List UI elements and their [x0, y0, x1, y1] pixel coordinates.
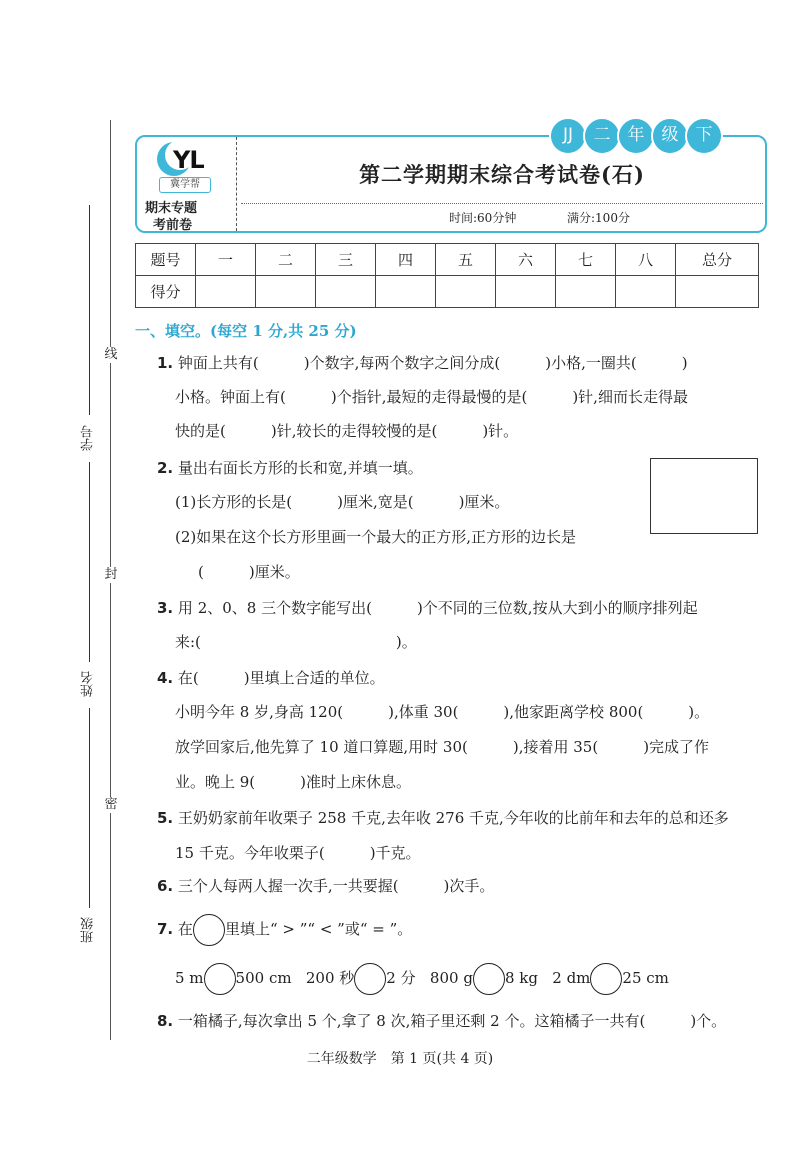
question-number: 5. — [157, 809, 174, 827]
measure-rectangle — [650, 458, 758, 534]
question-5-line-2: 15 千克。今年收栗子( )千克。 — [175, 844, 421, 862]
compare-item: 5 m — [175, 969, 204, 987]
question-text: 里填上“ > ”“ < ”或“ = ”。 — [224, 920, 413, 938]
compare-item: 25 cm — [622, 969, 669, 987]
question-text: 钟面上共有( )个数字,每两个数字之间分成( )小格,一圈共( ) — [177, 354, 688, 372]
question-3-line-2: 来:( )。 — [175, 633, 417, 651]
question-number: 2. — [157, 459, 174, 477]
logo-line1: 期末专题 — [145, 201, 198, 216]
page-footer: 二年级数学 第 1 页(共 4 页) — [306, 1051, 494, 1067]
logo-text: YL — [173, 146, 204, 174]
exam-time: 时间:60分钟 — [449, 211, 517, 225]
table-cell: 得分 — [136, 276, 196, 308]
table-cell: 题号 — [136, 244, 196, 276]
binding-char-feng: 封 — [104, 567, 118, 582]
question-2-line-3: (2)如果在这个长方形里画一个最大的正方形,正方形的边长是 — [175, 528, 577, 546]
question-7-compare-row — [175, 961, 669, 995]
name-rule — [89, 462, 90, 662]
score-input-cell[interactable] — [496, 276, 556, 308]
question-4-line-1 — [157, 668, 385, 688]
grade-badge: 级 — [651, 117, 689, 155]
logo — [137, 137, 237, 231]
question-4-line-3: 放学回家后,他先算了 10 道口算题,用时 30( ),接着用 35( )完成了作 — [175, 738, 710, 756]
score-table-header-row — [136, 244, 759, 276]
compare-item: 800 g — [429, 969, 473, 987]
section-title: 一、填空。(每空 1 分,共 25 分) — [135, 322, 357, 340]
binding-char-xian: 线 — [104, 347, 118, 362]
score-input-cell[interactable] — [436, 276, 496, 308]
score-input-cell[interactable] — [616, 276, 676, 308]
question-number: 8. — [157, 1012, 174, 1030]
table-cell: 七 — [556, 244, 616, 276]
compare-item: 200 秒 — [305, 969, 355, 987]
question-1-line-1 — [157, 353, 688, 373]
grade-badge: 年 — [617, 117, 655, 155]
exam-title: 第二学期期末综合考试卷(石) — [359, 162, 645, 187]
question-text: 三个人每两人握一次手,一共要握( )次手。 — [177, 877, 495, 895]
compare-item: 500 cm — [235, 969, 292, 987]
score-input-cell[interactable] — [196, 276, 256, 308]
student-no-rule — [89, 205, 90, 415]
compare-item: 2 分 — [386, 969, 416, 987]
student-no-label: 学号 — [80, 418, 98, 458]
score-input-cell[interactable] — [376, 276, 436, 308]
question-text: 一箱橘子,每次拿出 5 个,拿了 8 次,箱子里还剩 2 个。这箱橘子一共有( )个。 — [177, 1012, 727, 1030]
question-text: 用 2、0、8 三个数字能写出( )个不同的三位数,按从大到小的顺序排列起 — [177, 599, 698, 617]
full-score: 满分:100分 — [567, 211, 630, 225]
question-2-line-1 — [157, 458, 423, 478]
question-number: 7. — [157, 920, 174, 938]
score-table — [135, 243, 759, 308]
compare-circle-input[interactable] — [590, 963, 622, 995]
question-number: 3. — [157, 599, 174, 617]
binding-char-mi: 密 — [104, 797, 118, 812]
question-text: 王奶奶家前年收栗子 258 千克,去年收 276 千克,今年收的比前年和去年的总和还多 — [177, 809, 729, 827]
question-6-line-1 — [157, 876, 494, 896]
question-7-line-1 — [157, 912, 412, 946]
question-2-line-4: ( )厘米。 — [198, 563, 300, 581]
grade-badge: 二 — [583, 117, 621, 155]
question-4-line-2: 小明今年 8 岁,身高 120( ),体重 30( ),他家距离学校 800( )。 — [175, 703, 710, 721]
question-2-line-2: (1)长方形的长是( )厘米,宽是( )厘米。 — [175, 493, 510, 511]
score-table-score-row — [136, 276, 759, 308]
compare-circle — [193, 914, 225, 946]
question-text: 量出右面长方形的长和宽,并填一填。 — [177, 459, 423, 477]
compare-item: 2 dm — [552, 969, 591, 987]
question-number: 6. — [157, 877, 174, 895]
grade-badge: JJ — [549, 117, 587, 155]
score-input-cell[interactable] — [256, 276, 316, 308]
score-input-cell[interactable] — [316, 276, 376, 308]
question-text: 在 — [177, 920, 193, 938]
compare-circle-input[interactable] — [204, 963, 236, 995]
question-number: 4. — [157, 669, 174, 687]
table-cell: 总分 — [676, 244, 759, 276]
score-input-cell[interactable] — [676, 276, 759, 308]
question-5-line-1 — [157, 808, 729, 828]
table-cell: 八 — [616, 244, 676, 276]
class-label: 班级 — [80, 910, 98, 950]
compare-item: 8 kg — [504, 969, 538, 987]
logo-line2: 考前卷 — [153, 218, 193, 233]
question-text: 在( )里填上合适的单位。 — [177, 669, 385, 687]
score-input-cell[interactable] — [556, 276, 616, 308]
question-8-line-1 — [157, 1011, 726, 1031]
question-1-line-2: 小格。钟面上有( )个指针,最短的走得最慢的是( )针,细而长走得最 — [175, 388, 688, 406]
table-cell: 六 — [496, 244, 556, 276]
table-cell: 二 — [256, 244, 316, 276]
logo-tag: 冀学帮 — [159, 177, 211, 193]
grade-badge: 下 — [685, 117, 723, 155]
table-cell: 五 — [436, 244, 496, 276]
compare-circle-input[interactable] — [473, 963, 505, 995]
table-cell: 三 — [316, 244, 376, 276]
question-3-line-1 — [157, 598, 698, 618]
question-4-line-4: 业。晚上 9( )准时上床休息。 — [175, 773, 412, 791]
compare-circle-input[interactable] — [354, 963, 386, 995]
table-cell: 一 — [196, 244, 256, 276]
table-cell: 四 — [376, 244, 436, 276]
grade-badges — [553, 117, 723, 155]
class-rule — [89, 708, 90, 908]
question-1-line-3: 快的是( )针,较长的走得较慢的是( )针。 — [175, 422, 519, 440]
question-number: 1. — [157, 354, 174, 372]
title-divider — [241, 203, 763, 204]
name-label: 姓名 — [80, 664, 98, 704]
